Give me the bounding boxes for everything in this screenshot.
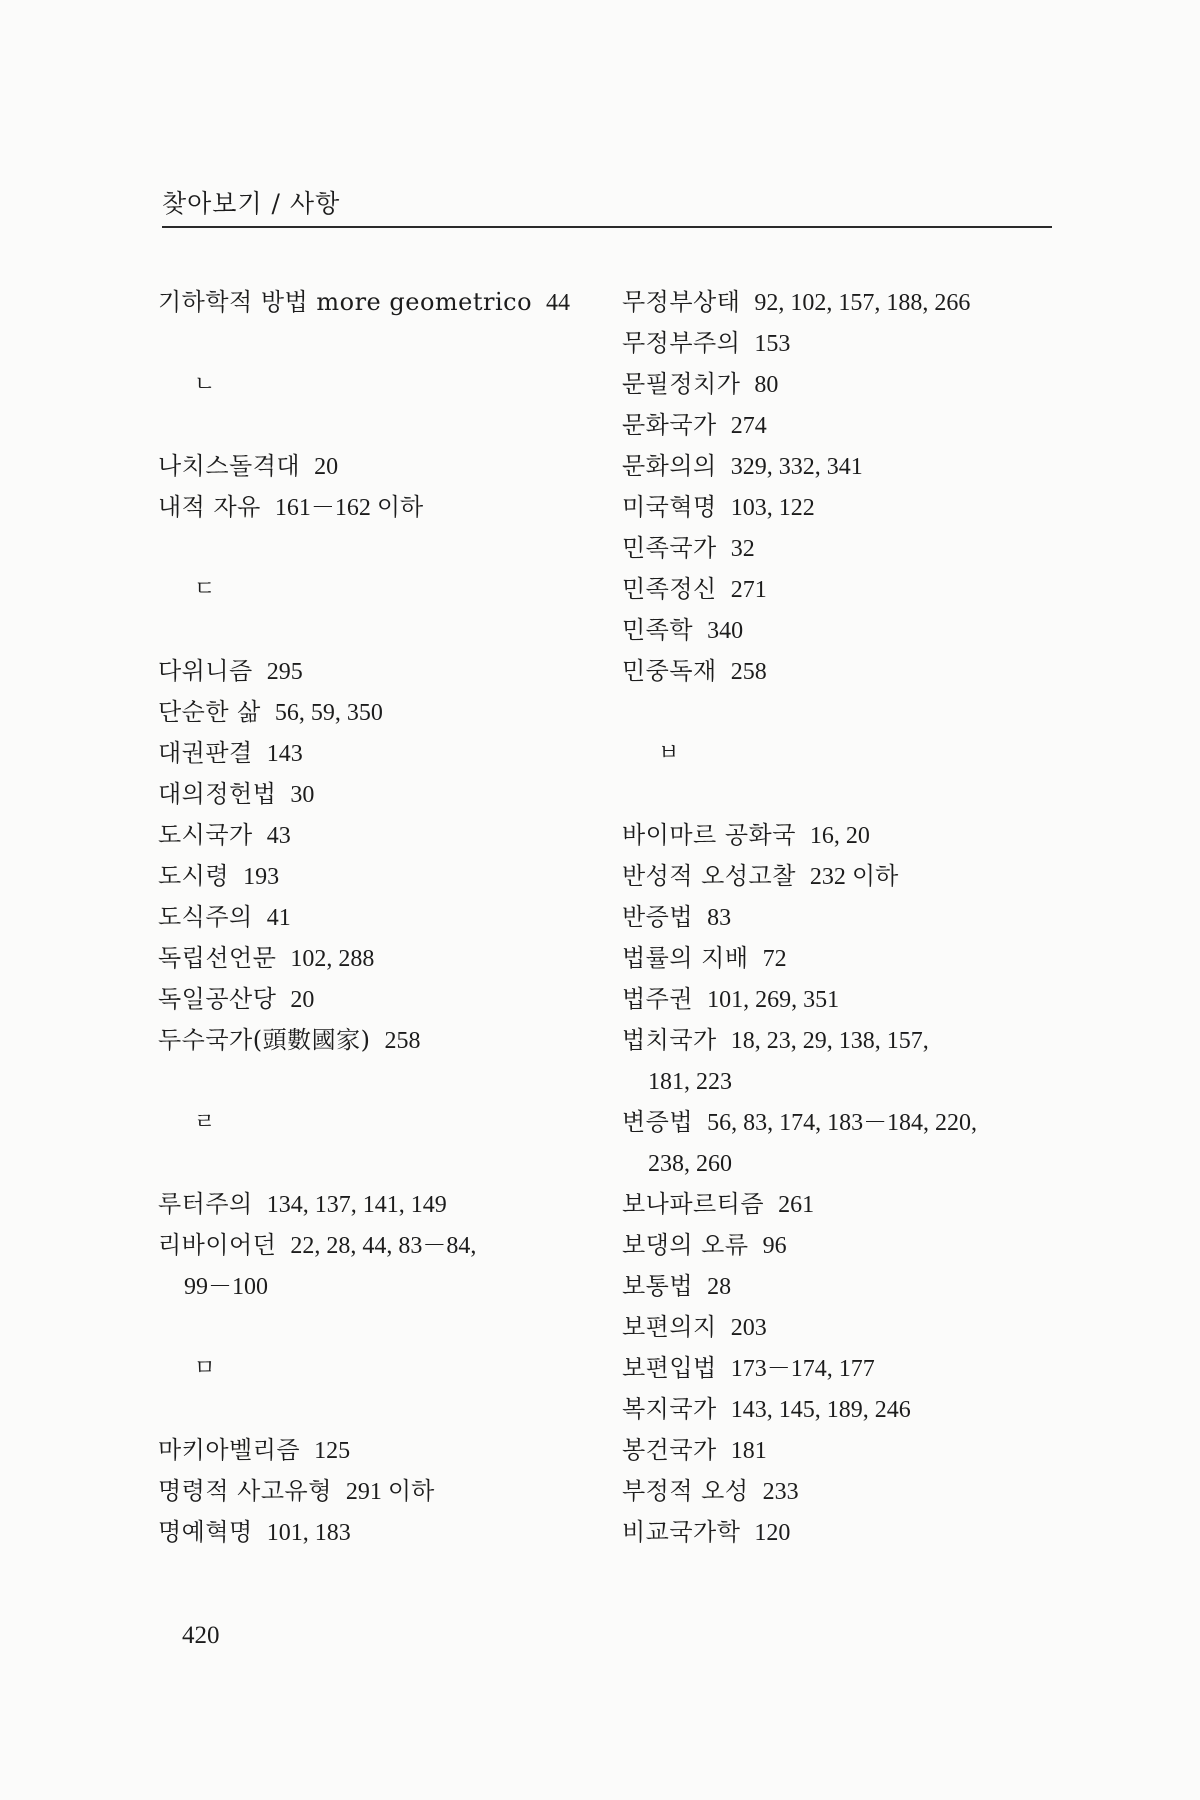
index-page-refs: 295 <box>266 659 303 685</box>
index-term: 민중독재 <box>622 657 717 685</box>
index-page-refs: 22, 28, 44, 83－84, <box>290 1233 477 1259</box>
index-page-refs: 102, 288 <box>290 946 375 972</box>
spacer <box>158 1061 598 1102</box>
index-entry <box>158 1184 598 1225</box>
index-page-refs: 16, 20 <box>809 823 870 849</box>
spacer <box>158 528 598 569</box>
index-entry <box>158 1225 598 1266</box>
index-page-refs: 173－174, 177 <box>730 1356 875 1382</box>
index-page-refs: 92, 102, 157, 188, 266 <box>754 290 971 316</box>
index-page-refs: 134, 137, 141, 149 <box>266 1192 447 1218</box>
index-term: 바이마르 공화국 <box>622 821 796 849</box>
index-entry <box>622 979 1062 1020</box>
index-term: 도식주의 <box>158 903 253 931</box>
index-term: 단순한 삶 <box>158 698 261 726</box>
index-entry <box>158 282 598 323</box>
spacer <box>158 610 598 651</box>
index-page-refs: 271 <box>730 577 767 603</box>
index-entry <box>622 815 1062 856</box>
index-term: 법치국가 <box>622 1026 717 1054</box>
index-term: 복지국가 <box>622 1395 717 1423</box>
index-entry <box>158 1430 598 1471</box>
spacer <box>622 692 1062 733</box>
index-term: 내적 자유 <box>158 493 261 521</box>
index-entry <box>158 938 598 979</box>
index-entry <box>622 610 1062 651</box>
index-term: 민족학 <box>622 616 694 644</box>
index-page-refs: 143, 145, 189, 246 <box>730 1397 911 1423</box>
index-page-refs: 153 <box>754 331 791 357</box>
index-page-refs: 99－100 <box>184 1274 268 1300</box>
index-page-refs: 56, 59, 350 <box>274 700 383 726</box>
index-term: 문화국가 <box>622 411 717 439</box>
index-page-refs: 258 <box>384 1028 421 1054</box>
index-page-refs: 72 <box>762 946 787 972</box>
index-entry <box>158 774 598 815</box>
index-term: 다위니즘 <box>158 657 253 685</box>
index-entry <box>622 1389 1062 1430</box>
index-entry <box>158 1020 598 1061</box>
index-page-refs: 103, 122 <box>730 495 815 521</box>
index-entry <box>158 1512 598 1553</box>
index-entry <box>158 733 598 774</box>
index-page-refs: 18, 23, 29, 138, 157, <box>730 1028 929 1054</box>
index-term: 무정부주의 <box>622 329 741 357</box>
index-page-refs: 232 이하 <box>809 864 899 890</box>
index-page-refs: 43 <box>266 823 291 849</box>
index-term: 두수국가(頭數國家) <box>158 1026 371 1054</box>
index-entry <box>622 528 1062 569</box>
index-term: 마키아벨리즘 <box>158 1436 301 1464</box>
index-page-refs: 56, 83, 174, 183－184, 220, <box>707 1110 978 1136</box>
index-term: 무정부상태 <box>622 288 741 316</box>
index-entry <box>158 1471 598 1512</box>
index-page-refs: 101, 269, 351 <box>707 987 840 1013</box>
index-term: 반성적 오성고찰 <box>622 862 796 890</box>
index-entry <box>622 897 1062 938</box>
index-entry <box>622 364 1062 405</box>
spacer <box>158 405 598 446</box>
index-page-refs: 258 <box>730 659 767 685</box>
index-entry <box>158 446 598 487</box>
index-term: 명령적 사고유형 <box>158 1477 332 1505</box>
index-page-refs: 329, 332, 341 <box>730 454 863 480</box>
index-page-refs: 261 <box>778 1192 815 1218</box>
index-page-refs: 161－162 이하 <box>274 495 424 521</box>
index-entry-continuation <box>158 1266 598 1307</box>
running-header: 찾아보기 / 사항 <box>162 189 341 218</box>
index-term: 반증법 <box>622 903 694 931</box>
index-entry <box>158 856 598 897</box>
index-page-refs: 125 <box>314 1438 351 1464</box>
index-column-right <box>622 282 1062 1553</box>
spacer <box>622 774 1062 815</box>
index-page-refs: 20 <box>290 987 315 1013</box>
index-entry-continuation <box>622 1143 1062 1184</box>
index-entry <box>158 979 598 1020</box>
index-page-refs: 233 <box>762 1479 799 1505</box>
index-term: 나치스돌격대 <box>158 452 301 480</box>
index-term: 독일공산당 <box>158 985 277 1013</box>
index-entry <box>622 446 1062 487</box>
index-entry <box>158 487 598 528</box>
index-term: 대권판결 <box>158 739 253 767</box>
page-number: 420 <box>182 1622 220 1649</box>
index-term: 리바이어던 <box>158 1231 277 1259</box>
index-entry <box>622 1225 1062 1266</box>
index-page-refs: 83 <box>707 905 732 931</box>
index-term: 보댕의 오류 <box>622 1231 749 1259</box>
index-page-refs: 238, 260 <box>648 1151 732 1177</box>
index-term: 명예혁명 <box>158 1518 253 1546</box>
index-entry <box>622 938 1062 979</box>
index-entry <box>622 569 1062 610</box>
index-term: 법률의 지배 <box>622 944 749 972</box>
index-page-refs: 96 <box>762 1233 787 1259</box>
section-letter: ㄹ <box>194 1110 216 1135</box>
index-page-refs: 120 <box>754 1520 791 1546</box>
index-term: 기하학적 방법 more geometrico <box>158 288 533 316</box>
index-entry <box>622 856 1062 897</box>
index-entry <box>622 1307 1062 1348</box>
header-rule <box>162 226 1052 228</box>
index-term: 미국혁명 <box>622 493 717 521</box>
index-page-refs: 274 <box>730 413 767 439</box>
index-page-refs: 340 <box>707 618 744 644</box>
index-page-refs: 41 <box>266 905 291 931</box>
index-entry <box>622 1471 1062 1512</box>
index-entry <box>158 692 598 733</box>
index-term: 도시국가 <box>158 821 253 849</box>
index-page-refs: 28 <box>707 1274 732 1300</box>
index-entry <box>622 487 1062 528</box>
index-term: 보편입법 <box>622 1354 717 1382</box>
spacer <box>158 1307 598 1348</box>
index-term: 보통법 <box>622 1272 694 1300</box>
index-page-refs: 44 <box>546 290 571 316</box>
index-entry <box>622 1184 1062 1225</box>
index-entry <box>158 897 598 938</box>
spacer <box>158 1143 598 1184</box>
section-letter: ㄷ <box>194 577 216 602</box>
section-letter: ㅁ <box>194 1356 216 1381</box>
index-entry <box>622 282 1062 323</box>
index-page-refs: 193 <box>243 864 280 890</box>
index-page-refs: 30 <box>290 782 315 808</box>
section-letter: ㄴ <box>194 372 216 397</box>
index-entry-continuation <box>622 1061 1062 1102</box>
index-term: 문필정치가 <box>622 370 741 398</box>
index-page-refs: 291 이하 <box>345 1479 435 1505</box>
index-page-refs: 101, 183 <box>266 1520 351 1546</box>
index-term: 보편의지 <box>622 1313 717 1341</box>
index-term: 봉건국가 <box>622 1436 717 1464</box>
index-entry <box>622 1020 1062 1061</box>
index-term: 문화의의 <box>622 452 717 480</box>
index-term: 루터주의 <box>158 1190 253 1218</box>
index-page-refs: 181, 223 <box>648 1069 732 1095</box>
index-page-refs: 20 <box>314 454 339 480</box>
index-term: 도시령 <box>158 862 230 890</box>
index-term: 변증법 <box>622 1108 694 1136</box>
index-term: 대의정헌법 <box>158 780 277 808</box>
index-entry <box>622 323 1062 364</box>
index-term: 부정적 오성 <box>622 1477 749 1505</box>
index-entry <box>622 1430 1062 1471</box>
spacer <box>158 1389 598 1430</box>
index-entry <box>158 651 598 692</box>
index-entry <box>622 1512 1062 1553</box>
index-term: 보나파르티즘 <box>622 1190 765 1218</box>
index-page-refs: 80 <box>754 372 779 398</box>
index-term: 비교국가학 <box>622 1518 741 1546</box>
index-column-left <box>158 282 598 1553</box>
spacer <box>158 323 598 364</box>
index-page-refs: 203 <box>730 1315 767 1341</box>
index-term: 민족정신 <box>622 575 717 603</box>
index-term: 독립선언문 <box>158 944 277 972</box>
index-entry <box>622 405 1062 446</box>
index-page-refs: 181 <box>730 1438 767 1464</box>
index-entry <box>622 651 1062 692</box>
section-letter: ㅂ <box>658 741 680 766</box>
index-entry <box>158 815 598 856</box>
index-term: 민족국가 <box>622 534 717 562</box>
index-entry <box>622 1348 1062 1389</box>
index-entry <box>622 1102 1062 1143</box>
index-entry <box>622 1266 1062 1307</box>
index-page-refs: 32 <box>730 536 755 562</box>
index-page-refs: 143 <box>266 741 303 767</box>
index-term: 법주권 <box>622 985 694 1013</box>
